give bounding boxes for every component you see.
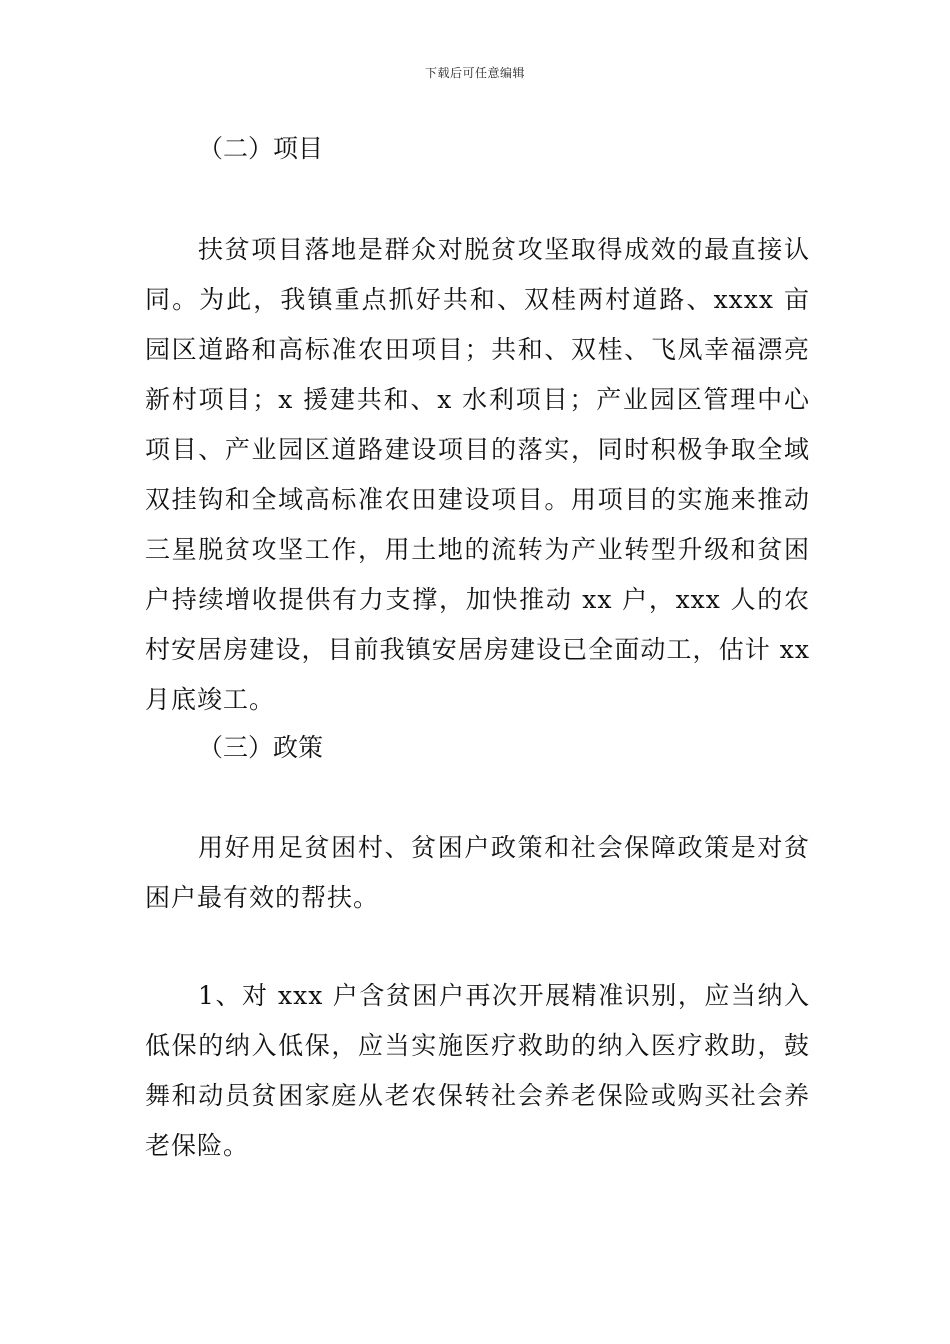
section-heading-policy: （三）政策 (198, 733, 324, 762)
section-heading-projects: （二）项目 (198, 134, 324, 163)
paragraph-policy-intro: 用好用足贫困村、贫困户政策和社会保障政策是对贫困户最有效的帮扶。 (145, 833, 810, 912)
paragraph-projects-body: 扶贫项目落地是群众对脱贫攻坚取得成效的最直接认同。为此，我镇重点抓好共和、双桂两村道路、xxxx 亩园区道路和高标准农田项目；共和、双桂、飞凤幸福漂亮新村项目；x 援建共和、x 水利项目；产业园区管理中心项目、产业园区道路建设项目的落实，同时积极争取全域双挂钩和全域高标准农田建设项目。用项目的实施来推动三星脱贫攻坚工作，用土地的流转为产业转型升级和贫困户持续增收提供有力支撑，加快推动 xx 户，xxx 人的农村安居房建设，目前我镇安居房建设已全面动工，估计 xx 月底竣工。 (145, 235, 810, 714)
page-header-watermark: 下载后可任意编辑 (424, 66, 525, 80)
paragraph-policy-item-1: 1、对 xxx 户含贫困户再次开展精准识别，应当纳入低保的纳入低保，应当实施医疗救助的纳入医疗救助，鼓舞和动员贫困家庭从老农保转社会养老保险或购买社会养老保险。 (145, 981, 810, 1160)
